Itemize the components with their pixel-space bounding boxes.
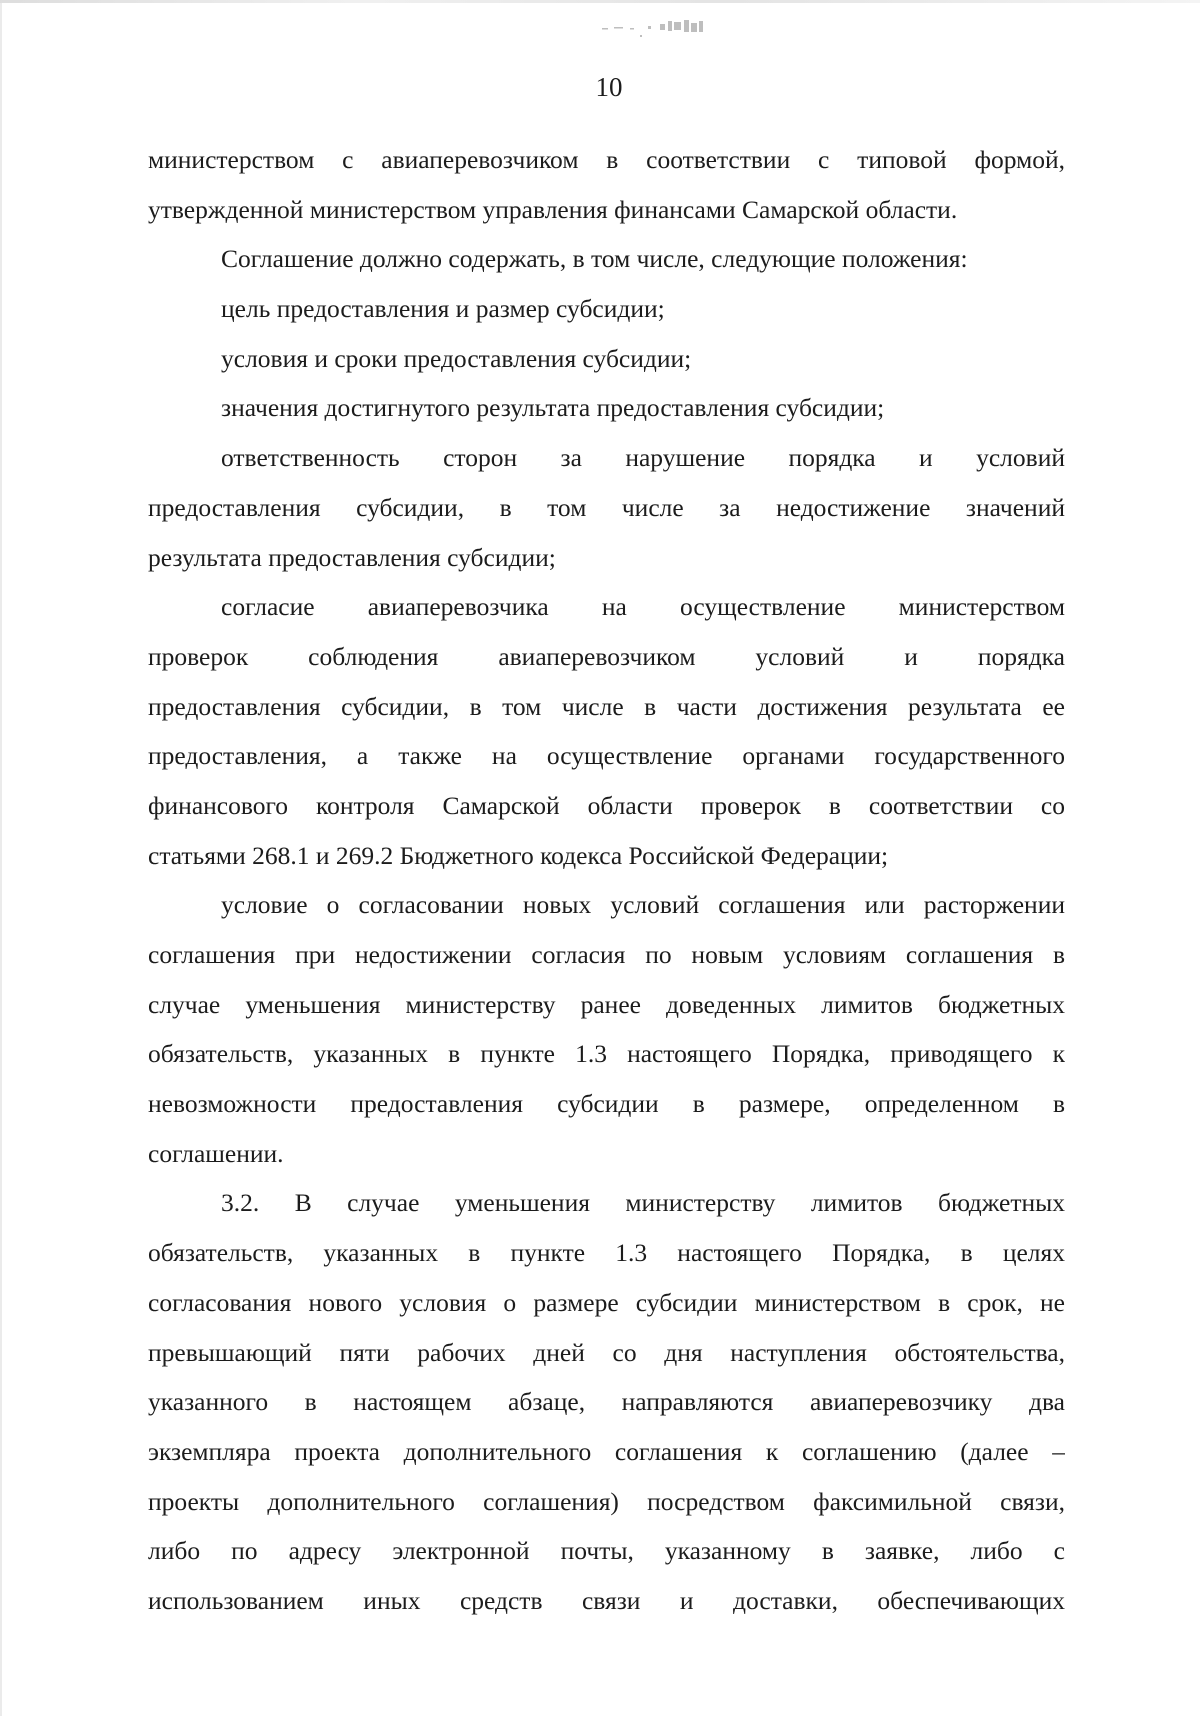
text-line: предоставления субсидии, в том числе за недостижение значений xyxy=(148,492,1065,522)
text-line: соглашения при недостижении согласия по новым условиям соглашения в xyxy=(148,940,1065,969)
text-line: предоставления субсидии, в том числе в части достижения результата ее xyxy=(148,691,1065,721)
text-line: финансового контроля Самарской области проверок в соответствии со xyxy=(148,790,1065,820)
text-line: использованием иных средств связи и доставки, обеспечивающих xyxy=(148,1585,1065,1615)
text-line: министерством с авиаперевозчиком в соответствии с типовой формой, xyxy=(148,145,1065,174)
text-line: условие о согласовании новых условий соглашения или расторжении xyxy=(221,890,1065,920)
text-line: согласования нового условия о размере субсидии министерством в срок, не xyxy=(148,1287,1065,1317)
text-line: Соглашение должно содержать, в том числе, следующие положения: xyxy=(221,244,968,274)
text-line: значения достигнутого результата предоставления субсидии; xyxy=(221,393,885,423)
text-line: проверок соблюдения авиаперевозчиком условий и порядка xyxy=(148,641,1065,671)
text-line: условия и сроки предоставления субсидии; xyxy=(221,343,692,373)
page-number: 10 xyxy=(595,72,623,102)
text-line: превышающий пяти рабочих дней со дня наступления обстоятельства, xyxy=(148,1337,1065,1367)
text-line: ответственность сторон за нарушение порядка и условий xyxy=(221,443,1065,473)
text-line: невозможности предоставления субсидии в размере, определенном в xyxy=(148,1089,1065,1119)
text-line: экземпляра проекта дополнительного соглашения к соглашению (далее – xyxy=(148,1436,1065,1466)
text-line: согласие авиаперевозчика на осуществление министерством xyxy=(221,592,1065,622)
text-line: проекты дополнительного соглашения) посредством факсимильной связи, xyxy=(148,1486,1065,1516)
text-line: результата предоставления субсидии; xyxy=(148,542,556,572)
text-line: цель предоставления и размер субсидии; xyxy=(221,294,665,324)
text-line: статьями 268.1 и 269.2 Бюджетного кодекса Российской Федерации; xyxy=(148,840,889,870)
text-line: предоставления, а также на осуществление органами государственного xyxy=(148,741,1065,771)
text-line: либо по адресу электронной почты, указанному в заявке, либо с xyxy=(148,1536,1065,1566)
text-line: утвержденной министерством управления финансами Самарской области. xyxy=(148,194,958,224)
text-line: случае уменьшения министерству ранее доведенных лимитов бюджетных xyxy=(148,989,1065,1019)
scan-noise-mark xyxy=(600,16,718,38)
text-line: обязательств, указанных в пункте 1.3 настоящего Порядка, в целях xyxy=(148,1238,1065,1268)
scan-edge-left xyxy=(0,0,2,1716)
document-text xyxy=(148,135,1065,1626)
text-line: соглашении. xyxy=(148,1138,284,1168)
text-line: 3.2. В случае уменьшения министерству лимитов бюджетных xyxy=(221,1188,1065,1218)
text-line: указанного в настоящем абзаце, направляются авиаперевозчику два xyxy=(148,1387,1065,1417)
text-line: обязательств, указанных в пункте 1.3 настоящего Порядка, приводящего к xyxy=(148,1039,1065,1069)
scan-edge-top xyxy=(0,0,1200,3)
